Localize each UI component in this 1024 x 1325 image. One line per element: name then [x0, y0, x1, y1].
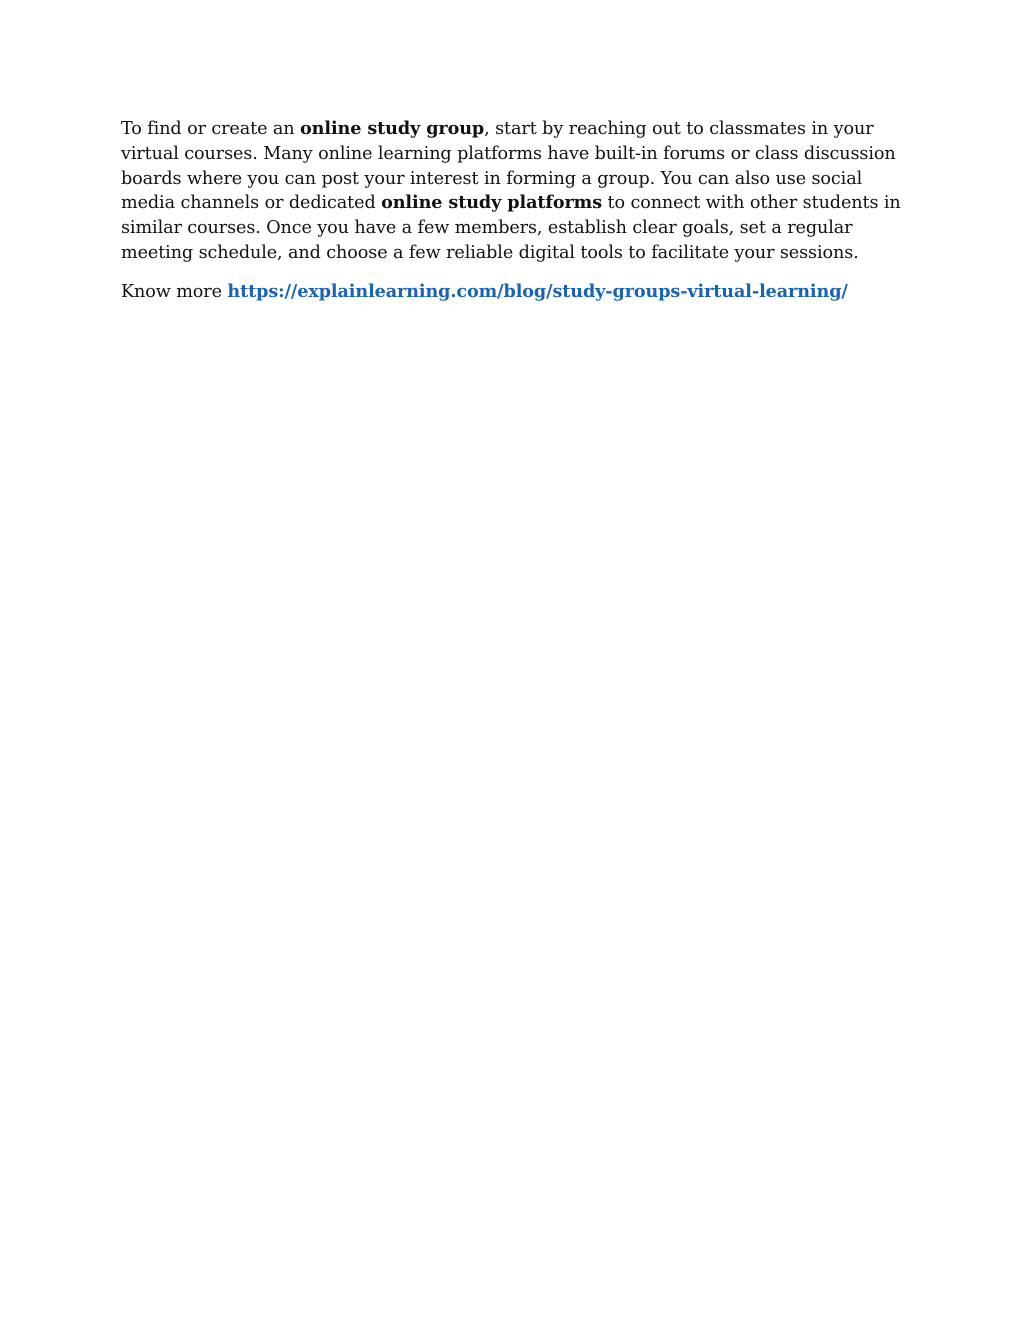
know-more-link[interactable]: https://explainlearning.com/blog/study-groups-virtual-learning/	[227, 280, 848, 302]
paragraph-text-3: to connect with other students in similar courses. Once you have a few members, establish clear goals, set a regular meeting schedule, and choose a few reliable digital tools to facilitate your sessions.	[121, 193, 901, 263]
body-paragraph	[121, 117, 911, 266]
bold-phrase-online-study-platforms: online study platforms	[381, 192, 602, 214]
paragraph-text-1: To find or create an	[121, 119, 301, 139]
know-more-label: Know more	[121, 281, 228, 302]
document-page	[121, 117, 911, 305]
paragraph-text-2: , start by reaching out to classmates in your virtual courses. Many online learning platforms have built-in forums or class discussion boards where you can post your interest in forming a group. You can also use social media channels or dedicated	[121, 119, 896, 214]
know-more-line	[121, 279, 911, 305]
bold-phrase-online-study-group: online study group	[300, 118, 485, 139]
